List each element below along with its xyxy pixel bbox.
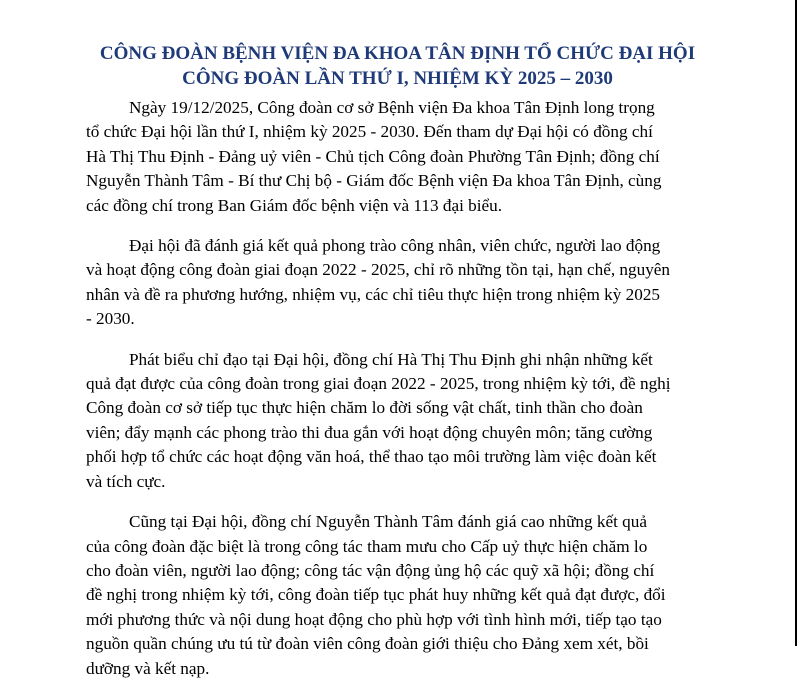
paragraph-1: [86, 96, 720, 218]
page-border-line: [795, 0, 797, 646]
paragraph-line: nhân và đề ra phương hướng, nhiệm vụ, các chỉ tiêu thực hiện trong nhiệm kỳ 2025: [86, 284, 661, 304]
paragraph-4: [86, 510, 720, 681]
paragraph-line: Phát biểu chỉ đạo tại Đại hội, đồng chí Hà Thị Thu Định ghi nhận những kết: [129, 349, 653, 369]
paragraph-line: phối hợp tổ chức các hoạt động văn hoá, thể thao tạo môi trường làm việc đoàn kết: [86, 447, 657, 467]
paragraph-line: của công đoàn đặc biệt là trong công tác tham mưu cho Cấp uỷ thực hiện chăm lo: [86, 536, 648, 556]
paragraph-line: tổ chức Đại hội lần thứ I, nhiệm kỳ 2025 - 2030. Đến tham dự Đại hội có đồng chí: [86, 122, 653, 142]
paragraph-line: và hoạt động công đoàn giai đoạn 2022 - 2025, chỉ rõ những tồn tại, hạn chế, nguyên: [86, 260, 671, 280]
paragraph-line: mới phương thức và nội dung hoạt động cho phù hợp với tình hình mới, tiếp tạo tạo: [86, 609, 662, 629]
paragraph-line: Đại hội đã đánh giá kết quả phong trào công nhân, viên chức, người lao động: [129, 236, 661, 256]
paragraph-line: quả đạt được của công đoàn trong giai đoạn 2022 - 2025, trong nhiệm kỳ tới, đề nghị: [86, 374, 671, 394]
paragraph-line: Nguyễn Thành Tâm - Bí thư Chị bộ - Giám đốc Bệnh viện Đa khoa Tân Định, cùng: [86, 171, 662, 191]
paragraph-2: [86, 234, 720, 332]
paragraph-line: cho đoàn viên, người lao động; công tác vận động ủng hộ các quỹ xã hội; đồng chí: [86, 560, 655, 580]
page-edge: [795, 0, 810, 646]
paragraph-line: các đồng chí trong Ban Giám đốc bệnh viện và 113 đại biểu.: [86, 195, 503, 215]
paragraph-line: Công đoàn cơ sở tiếp tục thực hiện chăm lo đời sống vật chất, tinh thần cho đoàn: [86, 398, 643, 418]
paragraph-line: nguồn quần chúng ưu tú từ đoàn viên công đoàn giới thiệu cho Đảng xem xét, bồi: [86, 634, 649, 654]
paragraph-line: Hà Thị Thu Định - Đảng uỷ viên - Chủ tịch Công đoàn Phường Tân Định; đồng chí: [86, 146, 660, 166]
paragraph-line: đề nghị trong nhiệm kỳ tới, công đoàn tiếp tục phát huy những kết quả đạt được, đổi: [86, 585, 666, 605]
article-title-line-2: CÔNG ĐOÀN LẦN THỨ I, NHIỆM KỲ 2025 – 2030: [182, 68, 613, 89]
paragraph-line: viên; đẩy mạnh các phong trào thi đua gắn với hoạt động chuyên môn; tăng cường: [86, 422, 653, 442]
paragraph-line: dưỡng và kết nạp.: [86, 658, 210, 678]
paragraph-line: - 2030.: [86, 309, 135, 329]
paragraph-line: Ngày 19/12/2025, Công đoàn cơ sở Bệnh viện Đa khoa Tân Định long trọng: [129, 98, 655, 117]
paragraph-line: và tích cực.: [86, 471, 166, 491]
article-title-line-1: CÔNG ĐOÀN BỆNH VIỆN ĐA KHOA TÂN ĐỊNH TỔ CHỨC ĐẠI HỘI: [99, 43, 696, 64]
paragraph-line: Cũng tại Đại hội, đồng chí Nguyễn Thành Tâm đánh giá cao những kết quả: [129, 512, 647, 532]
article-title: [0, 41, 795, 91]
article-body: [86, 96, 720, 697]
paragraph-3: [86, 348, 720, 494]
